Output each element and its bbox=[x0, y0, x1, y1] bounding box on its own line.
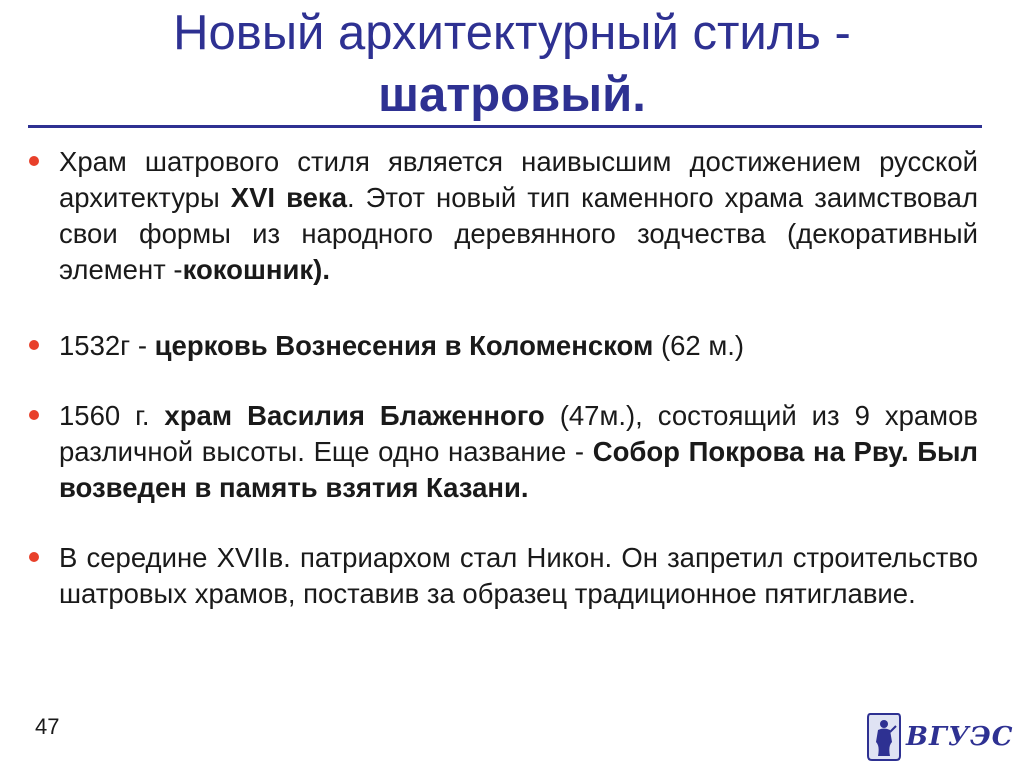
bullet-text-1-part-2: XVI века bbox=[230, 182, 347, 213]
bullet-text-2-part-2: церковь Вознесения в Коломенском bbox=[154, 330, 654, 361]
title-underline bbox=[28, 125, 982, 128]
statue-emblem-icon bbox=[866, 712, 902, 762]
bullet-dot-icon bbox=[29, 156, 39, 166]
bullet-text-1-part-3: . Этот новый тип каменного храма заимствовал свои формы из народного деревянного зодчества (декоративный элемент - bbox=[59, 182, 978, 285]
bullet-item-2 bbox=[26, 328, 978, 364]
slide-title bbox=[40, 2, 984, 126]
bullet-list bbox=[26, 144, 978, 652]
bullet-text-2-part-3: (62 м.) bbox=[653, 330, 745, 361]
bullet-text-2-part-1: 1532г - bbox=[59, 330, 155, 361]
bullet-text-1-part-1: Храм шатрового стиля является наивысшим достижением русской архитектуры bbox=[59, 146, 978, 213]
bullet-text-3-part-3: (47м.), состоящий из 9 храмов различной высоты. Еще одно название - bbox=[59, 400, 978, 467]
bullet-dot-icon bbox=[29, 340, 39, 350]
page-number: 47 bbox=[35, 714, 60, 739]
bullet-item-4 bbox=[26, 540, 978, 612]
bullet-item-1 bbox=[26, 144, 978, 288]
bullet-dot-icon bbox=[29, 410, 39, 420]
university-logo bbox=[866, 712, 1014, 762]
bullet-dot-icon bbox=[29, 552, 39, 562]
bullet-item-3 bbox=[26, 398, 978, 506]
title-line-2: шатровый. bbox=[378, 68, 646, 122]
bullet-text-3-part-4: Собор Покрова на Рву. Был возведен в память взятия Казани. bbox=[59, 436, 978, 503]
bullet-text-1-part-4: кокошник). bbox=[182, 254, 330, 285]
bullet-text-3-part-1: 1560 г. bbox=[59, 400, 165, 431]
bullet-text-3-part-2: храм Василия Блаженного bbox=[164, 400, 545, 431]
title-line-1: Новый архитектурный стиль - bbox=[173, 6, 851, 60]
logo-text: ВГУЭС bbox=[906, 722, 1014, 752]
bullet-text-4-part-1: В середине XVIIв. патриархом стал Никон. Он запретил строительство шатровых храмов, поставив за образец традиционное пятиглавие. bbox=[59, 542, 978, 609]
